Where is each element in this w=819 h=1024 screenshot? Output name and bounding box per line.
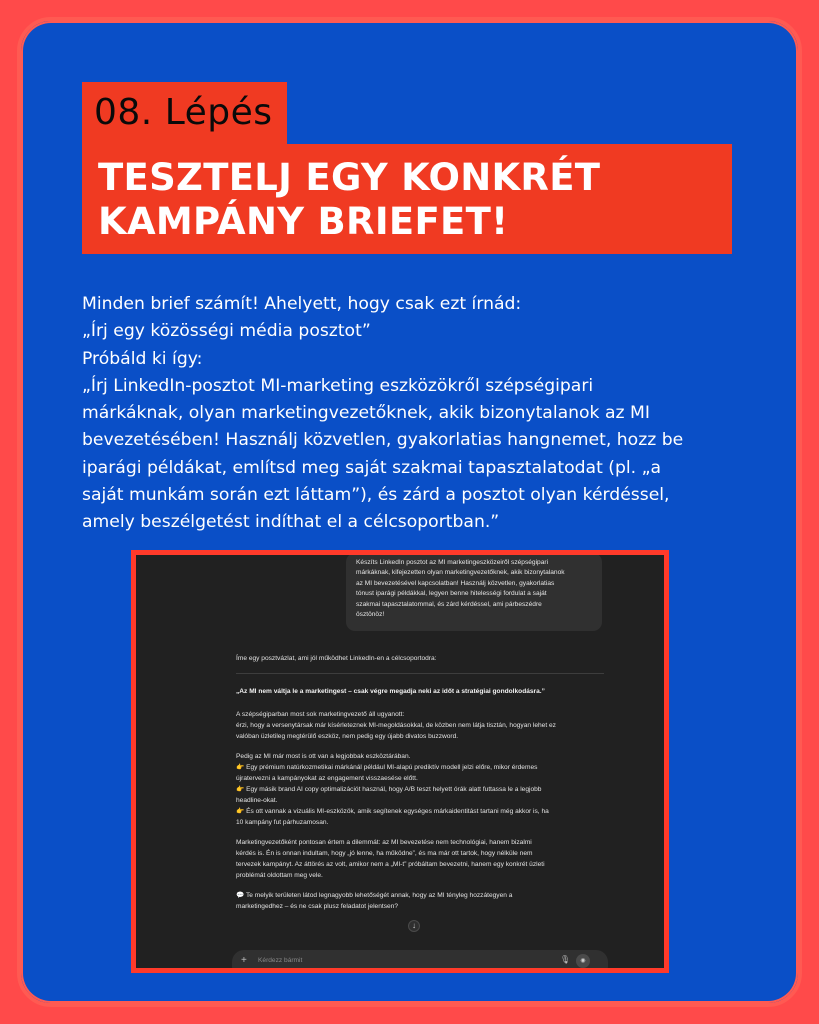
answer-paragraph — [236, 709, 606, 742]
step-label: 08. Lépés — [82, 82, 287, 144]
microphone-icon[interactable]: 🎙 — [560, 955, 571, 964]
answer-line: érzi, hogy a versenytársak már kísérleteznek MI-megoldásokkal, de közben nem látja tisztán, hogyan lehet ez — [236, 722, 556, 729]
plus-icon[interactable]: + — [241, 955, 247, 966]
answer-closing — [236, 890, 606, 912]
chat-screenshot — [136, 555, 664, 968]
answer-line: Pedig az MI már most is ott van a legjobbak eszköztárában. — [236, 753, 411, 760]
answer-line: A szépségiparban most sok marketingvezető áll ugyanott: — [236, 711, 405, 718]
body-line: saját munkám során ezt láttam”), és zárd a posztot olyan kérdéssel, — [82, 485, 670, 506]
answer-line: valóban üzletileg megtérülő eszköz, nem pedig egy újabb divatos buzzword. — [236, 733, 459, 740]
answer-line: kérdés is. Én is onnan indultam, hogy „jó lenne, ha működne”, és ma már ott tartok, hogy nélküle nem — [236, 850, 533, 857]
bullet-line: headline-okat. — [236, 797, 278, 804]
answer-line: problémát oldottam meg vele. — [236, 872, 323, 879]
title-line-1: TESZTELJ EGY KONKRÉT — [98, 156, 601, 199]
bullet-line: 👉 Egy másik brand AI copy optimalizációt használ, hogy A/B teszt helyett órák alatt futtassa le a legjobb — [236, 786, 542, 793]
answer-line: marketingedhez – és ne csak plusz feladatot jelentsen? — [236, 903, 399, 910]
pointing-hand-icon: 👉 — [236, 786, 245, 793]
bullet-line: 👉 És ott vannak a vizuális MI-eszközök, amik segítenek egységes márkaidentitást tartani még akkor is, ha — [236, 808, 549, 815]
chat-screenshot-frame — [131, 550, 669, 973]
answer-hook: „Az MI nem váltja le a marketingest – csak végre megadja neki az időt a stratégiai gondolkodásra.” — [236, 688, 545, 695]
user-message-line: tónust iparági példákkal, legyen benne hitelességi fordulat a saját — [356, 590, 547, 598]
answer-line: Marketingvezetőként pontosan értem a dilemmát: az MI bevezetése nem technológiai, hanem bizalmi — [236, 839, 532, 846]
answer-paragraph — [236, 837, 606, 881]
pointing-hand-icon: 👉 — [236, 808, 245, 815]
assistant-answer — [236, 653, 606, 921]
answer-line: 💬 Te melyik területen látod legnagyobb lehetőségét annak, hogy az MI tényleg hozzátegyen a — [236, 892, 513, 899]
voice-mode-icon[interactable]: ◉ — [576, 954, 590, 968]
body-line: bevezetésében! Használj közvetlen, gyakorlatias hangnemet, hozz be — [82, 430, 684, 451]
body-line: Minden brief számít! Ahelyett, hogy csak ezt írnád: — [82, 294, 522, 314]
chat-composer[interactable] — [232, 950, 608, 968]
title-line-2: KAMPÁNY BRIEFET! — [98, 200, 509, 243]
user-message-line: márkáknak, kifejezetten olyan marketingvezetőknek, akik bizonytalanok — [356, 569, 565, 577]
user-message-line: az MI bevezetésével kapcsolatban! Használj közvetlen, gyakorlatias — [356, 579, 555, 587]
user-message-line: ösztönöz! — [356, 611, 385, 619]
user-message-line: Készíts LinkedIn posztot az MI marketingeszközeiről szépségipari — [356, 559, 549, 566]
bullet-line: újratervezni a kampányokat az engagement visszaesése előtt. — [236, 775, 418, 782]
answer-line: tervezek kampányt. Az áttörés az volt, amikor nem a „MI-t” próbáltam bevezetni, hanem egy konkrét üzleti — [236, 861, 545, 868]
scroll-down-icon[interactable]: ↓ — [408, 920, 420, 932]
pointing-hand-icon: 👉 — [236, 764, 245, 771]
bullet-line: 👉 Egy prémium natúrkozmetikai márkánál például MI-alapú prediktív modell jelzi előre, mikor érdemes — [236, 764, 538, 771]
body-line: „Írj LinkedIn-posztot MI-marketing eszközökről szépségipari — [82, 375, 594, 396]
answer-paragraph — [236, 751, 606, 828]
composer-input[interactable]: Kérdezz bármit — [258, 957, 303, 964]
user-message-line: szakmai tapasztalatommal, és zárd kérdéssel, ami párbeszédre — [356, 600, 542, 608]
body-line: márkáknak, olyan marketingvezetőknek, akik bizonytalanok az MI — [82, 403, 650, 424]
body-line: Próbáld ki így: — [82, 348, 203, 369]
user-message-bubble — [346, 555, 602, 631]
body-text — [82, 291, 722, 537]
body-line: iparági példákat, említsd meg saját szakmai tapasztalatodat (pl. „a — [82, 457, 662, 478]
speech-bubble-icon: 💬 — [236, 892, 245, 899]
body-line: amely beszélgetést indíthat el a célcsoportban.” — [82, 512, 500, 533]
divider — [236, 673, 604, 674]
body-line: „Írj egy közösségi média posztot” — [82, 321, 371, 342]
bullet-line: 10 kampány fut párhuzamosan. — [236, 819, 329, 826]
title-box — [82, 144, 732, 254]
answer-intro: Íme egy posztvázlat, ami jól működhet LinkedIn-en a célcsoportodra: — [236, 655, 437, 662]
